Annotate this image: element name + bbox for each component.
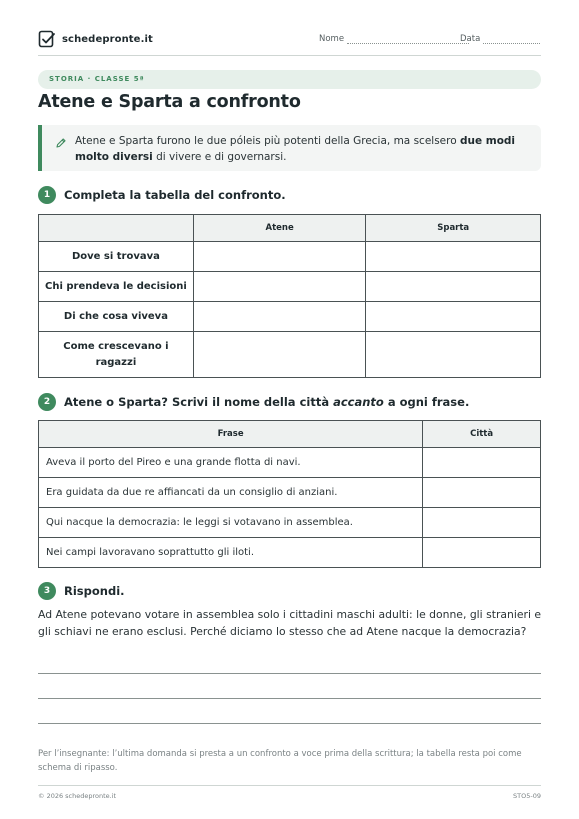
row-header: Chi prendeva le decisioni [39, 272, 194, 302]
city-table [38, 420, 541, 568]
writing-line[interactable] [38, 723, 541, 724]
writing-line[interactable] [38, 673, 541, 674]
check-document-icon [38, 30, 56, 48]
teacher-note: Per l’insegnante: l’ultima domanda si presta a un confronto a voce prima della scrittura; la tabella resta poi come schema di ripasso. [38, 749, 522, 773]
comparison-table [38, 214, 541, 378]
answer-cell[interactable] [366, 272, 541, 302]
row-header: Di che cosa viveva [39, 302, 194, 332]
name-label: Nome [319, 34, 345, 44]
copyright: © 2026 schedepronte.it [38, 792, 117, 800]
answer-cell[interactable] [366, 332, 541, 378]
intro-text-end: di vivere e di governarsi. [152, 151, 287, 163]
row-header: Come crescevano i ragazzi [39, 332, 194, 378]
row-header: Dove si trovava [39, 242, 194, 272]
section-title: Rispondi. [64, 584, 125, 598]
intro-text-start: Atene e Sparta furono le due póleis più potenti della Grecia, ma scelsero [75, 135, 460, 147]
column-header-frase: Frase [39, 421, 423, 448]
date-field[interactable] [460, 34, 540, 44]
column-header-citta: Città [423, 421, 541, 448]
table-row [39, 538, 541, 568]
table-row [39, 478, 541, 508]
sheet-code: STO5-09 [513, 792, 541, 800]
date-line[interactable] [483, 36, 540, 44]
table-row [39, 448, 541, 478]
name-field[interactable] [319, 34, 469, 44]
answer-cell[interactable] [193, 302, 366, 332]
table-row [39, 332, 541, 378]
section-title [64, 395, 469, 409]
name-line[interactable] [347, 36, 469, 44]
pencil-icon [55, 137, 67, 149]
section-3-heading [38, 582, 125, 600]
page-title: Atene e Sparta a confronto [38, 92, 301, 112]
intro-box [38, 125, 541, 171]
column-header-atene: Atene [193, 215, 366, 242]
section-title: Completa la tabella del confronto. [64, 188, 286, 202]
intro-text-bold: due modi molto diversi [75, 135, 516, 163]
brand-name: schedepronte.it [62, 33, 153, 45]
intro-text [75, 133, 535, 165]
table-header-row [39, 215, 541, 242]
column-header-sparta: Sparta [366, 215, 541, 242]
table-row [39, 508, 541, 538]
column-header [39, 215, 194, 242]
section-title-italic: accanto [333, 395, 384, 409]
worksheet-page [38, 0, 541, 819]
section-2-heading [38, 393, 469, 411]
sentence-cell: Qui nacque la democrazia: le leggi si votavano in assemblea. [39, 508, 423, 538]
section-title-end: a ogni frase. [383, 395, 470, 409]
section-1-heading [38, 186, 286, 204]
page-header [38, 30, 541, 56]
answer-cell[interactable] [193, 272, 366, 302]
writing-line[interactable] [38, 698, 541, 699]
answer-cell[interactable] [366, 242, 541, 272]
section-number: 2 [38, 393, 56, 411]
sentence-cell: Era guidata da due re affiancati da un consiglio di anziani. [39, 478, 423, 508]
section-number: 1 [38, 186, 56, 204]
city-answer-cell[interactable] [423, 538, 541, 568]
city-answer-cell[interactable] [423, 508, 541, 538]
question-text: Ad Atene potevano votare in assemblea solo i cittadini maschi adulti: le donne, gli stranieri e gli schiavi ne erano esclusi. Perché diciamo lo stesso che ad Atene nacque la democrazia? [38, 608, 542, 638]
answer-cell[interactable] [193, 332, 366, 378]
city-answer-cell[interactable] [423, 448, 541, 478]
answer-cell[interactable] [366, 302, 541, 332]
section-number: 3 [38, 582, 56, 600]
sentence-cell: Nei campi lavoravano soprattutto gli iloti. [39, 538, 423, 568]
answer-cell[interactable] [193, 242, 366, 272]
date-label: Data [460, 34, 481, 44]
subject-chip: STORIA · CLASSE 5ª [38, 70, 541, 89]
table-row [39, 242, 541, 272]
section-title-start: Atene o Sparta? Scrivi il nome della città [64, 395, 334, 409]
brand [38, 30, 153, 48]
city-answer-cell[interactable] [423, 478, 541, 508]
page-footer [38, 785, 541, 800]
sentence-cell: Aveva il porto del Pireo e una grande flotta di navi. [39, 448, 423, 478]
table-row [39, 272, 541, 302]
table-row [39, 302, 541, 332]
table-header-row [39, 421, 541, 448]
